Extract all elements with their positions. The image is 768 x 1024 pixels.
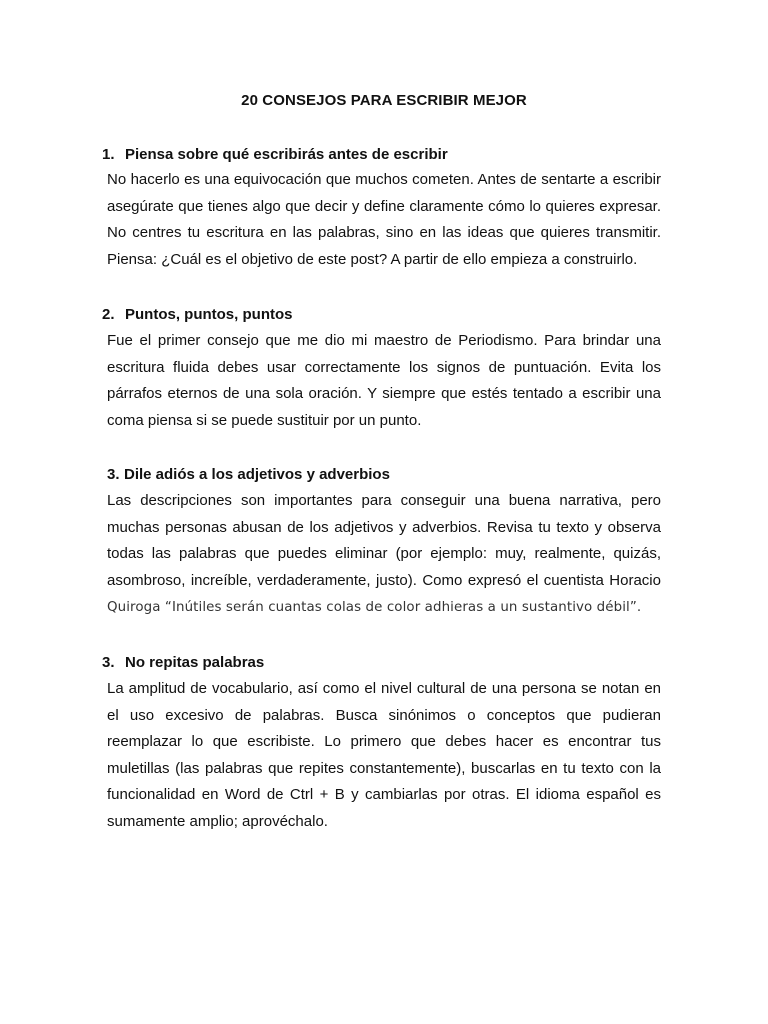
section-heading-text: Piensa sobre qué escribirás antes de escribir bbox=[125, 146, 448, 163]
section-2-heading bbox=[102, 306, 292, 323]
document-title: 20 CONSEJOS PARA ESCRIBIR MEJOR bbox=[241, 92, 527, 109]
section-1-body: No hacerlo es una equivocación que muchos cometen. Antes de sentarte a escribir asegúrate que tienes algo que decir y define claramente cómo lo quieres expresar. No centres tu escritura en las palabras, sino en las ideas que quieres transmitir. Piensa: ¿Cuál es el objetivo de este post? A partir de ello empieza a construirlo. bbox=[107, 171, 661, 268]
section-4-body: La amplitud de vocabulario, así como el nivel cultural de una persona se notan en el uso excesivo de palabras. Busca sinónimos o conceptos que pudieran reemplazar lo que escribiste. Lo primero que debes hacer es encontrar tus muletillas (las palabras que repites constantemente), buscarlas en tu texto con la funcionalidad en Word de Ctrl + B y cambiarlas por otras. El idioma español es sumamente amplio; aprovéchalo. bbox=[107, 680, 661, 830]
section-heading-text: Dile adiós a los adjetivos y adverbios bbox=[124, 466, 390, 483]
section-3-body bbox=[107, 488, 661, 622]
section-1-heading bbox=[102, 146, 448, 163]
section-number: 1. bbox=[102, 146, 115, 163]
section-number: 3. bbox=[102, 654, 115, 671]
section-number: 3. bbox=[107, 466, 120, 483]
section-heading-text: Puntos, puntos, puntos bbox=[125, 306, 293, 323]
section-4-heading bbox=[102, 654, 264, 671]
section-2-body: Fue el primer consejo que me dio mi maestro de Periodismo. Para brindar una escritura fluida debes usar correctamente los signos de puntuación. Evita los párrafos eternos de una sola oración. Y siempre que estés tentado a escribir una coma piensa si se puede sustituir por un punto. bbox=[107, 332, 661, 429]
section-heading-text: No repitas palabras bbox=[125, 654, 265, 671]
section-3-heading bbox=[107, 466, 390, 483]
section-number: 2. bbox=[102, 306, 115, 323]
section-3-quote: Quiroga “Inútiles serán cuantas colas de color adhieras a un sustantivo débil”. bbox=[107, 600, 642, 616]
section-3-body-text: Las descripciones son importantes para conseguir una buena narrativa, pero muchas personas abusan de los adjetivos y adverbios. Revisa tu texto y observa todas las palabras que puedes eliminar (por ejemplo: muy, realmente, quizás, asombroso, increíble, verdaderamente, justo). Como expresó el cuentista Horacio bbox=[107, 492, 661, 589]
